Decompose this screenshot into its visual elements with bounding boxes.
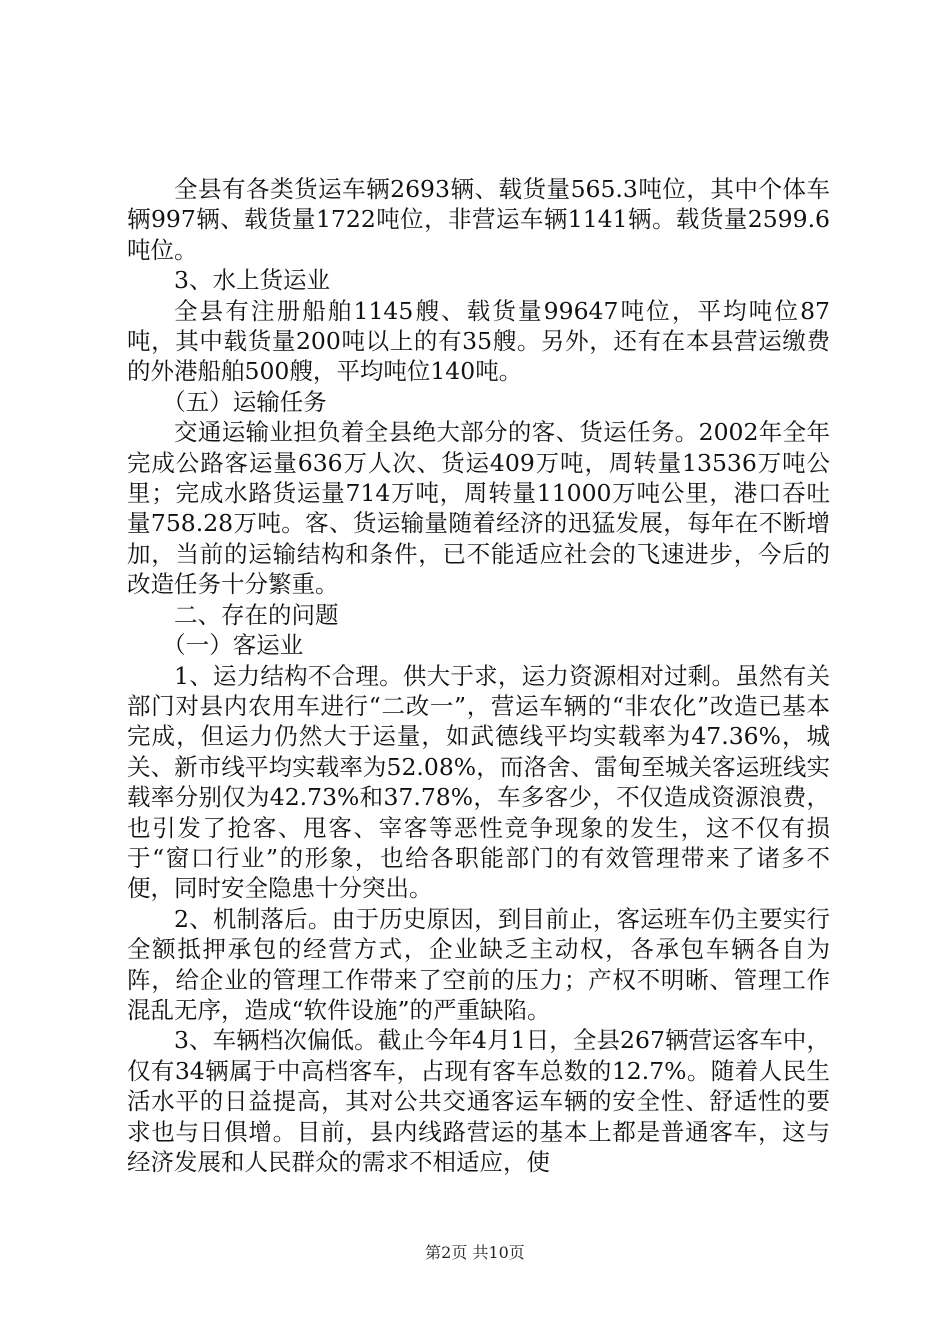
paragraph-registered-ships: 全县有注册船舶1145艘、载货量99647吨位，平均吨位87吨，其中载货量200吨以上的有35艘。另外，还有在本县营运缴费的外港船舶500艘，平均吨位140吨。 [127,296,830,386]
paragraph-capacity-structure: 1、运力结构不合理。供大于求，运力资源相对过剩。虽然有关部门对县内农用车进行“二改一”，营运车辆的“非农化”改造已基本完成，但运力仍然大于运量，如武德线平均实载率为47.36%，城关、新市线平均实载率为52.08%，而洛舍、雷甸至城关客运班线实载率分别仅为42.73%和37.78%，车多客少，不仅造成资源浪费，也引发了抢客、甩客、宰客等恶性竞争现象的发生，这不仅有损于“窗口行业”的形象，也给各职能部门的有效管理带来了诸多不便，同时安全隐患十分突出。 [127,661,830,903]
page-number-footer: 第2页 共10页 [425,1243,525,1262]
heading-transport-tasks: （五）运输任务 [162,387,327,416]
paragraph-freight-vehicles: 全县有各类货运车辆2693辆、载货量565.3吨位，其中个体车辆997辆、载货量1722吨位，非营运车辆1141辆。载货量2599.6吨位。 [127,175,830,264]
heading-passenger-transport: （一）客运业 [162,631,304,660]
paragraph-transport-volume: 交通运输业担负着全县绝大部分的客、货运任务。2002年全年完成公路客运量636万人次、货运409万吨，周转量13536万吨公里；完成水路货运量714万吨，周转量11000万吨公里，港口吞吐量758.28万吨。客、货运输量随着经济的迅猛发展，每年在不断增加，当前的运输结构和条件，已不能适应社会的飞速进步，今后的改造任务十分繁重。 [127,418,830,599]
paragraph-vehicle-grade: 3、车辆档次偏低。截止今年4月1日，全县267辆营运客车中，仅有34辆属于中高档客车，占现有客车总数的12.7%。随着人民生活水平的日益提高，其对公共交通客运车辆的安全性、舒适性的要求也与日俱增。目前，县内线路营运的基本上都是普通客车，这与经济发展和人民群众的需求不相适应，使 [127,1026,830,1176]
document-body [127,174,830,1177]
heading-existing-problems: 二、存在的问题 [174,600,339,629]
heading-water-freight: 3、水上货运业 [174,266,330,295]
paragraph-mechanism: 2、机制落后。由于历史原因，到目前止，客运班车仍主要实行全额抵押承包的经营方式，企业缺乏主动权，各承包车辆各自为阵，给企业的管理工作带来了空前的压力；产权不明晰、管理工作混乱无序，造成“软件设施”的严重缺陷。 [127,904,830,1024]
